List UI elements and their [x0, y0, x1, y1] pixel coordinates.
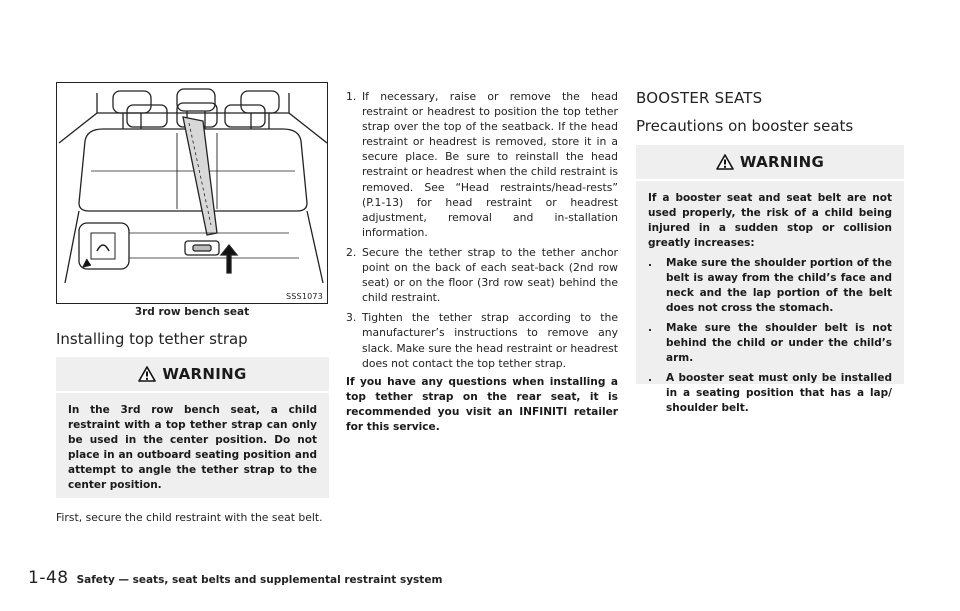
bullet-marker: .: [648, 322, 652, 334]
warning-text: In the 3rd row bench seat, a child restraint with a top tether strap can only be used in the center position. Do not place in an outboard seating position and attempt to angle the tether strap to the center position.: [68, 404, 317, 491]
step-text: Secure the tether strap to the tether anchor point on the back of each seat-back (2nd row seat) or on the floor (3rd row seat) behind the child restraint.: [362, 245, 618, 305]
warning-bullet: [648, 321, 892, 366]
bullet-text: Make sure the shoulder belt is not behind the child or under the child’s arm.: [666, 322, 892, 364]
subheading-precautions: Precautions on booster seats: [636, 117, 854, 135]
step-item: [346, 245, 618, 305]
step-item: [346, 89, 618, 240]
seat-drawing: [57, 83, 328, 304]
warning-bullet-list: [648, 256, 892, 416]
section-heading-install-tether: Installing top tether strap: [56, 330, 248, 348]
page-number: 1-48: [28, 568, 69, 588]
warning-bullet: [648, 371, 892, 416]
warning-header: [56, 357, 329, 393]
bullet-text: Make sure the shoulder portion of the belt is away from the child’s face and neck and the lap portion of the belt does not cross the stomach.: [666, 257, 892, 314]
warning-intro: If a booster seat and seat belt are not used properly, the risk of a child being injured in a sudden stop or collision greatly increases:: [648, 192, 892, 249]
illustration-3rd-row-bench-seat: [56, 82, 328, 304]
warning-header: [636, 145, 904, 181]
warning-box-tether: [56, 357, 329, 498]
bullet-marker: .: [648, 257, 652, 269]
step-number: 1.: [346, 90, 357, 103]
warning-bullet: [648, 256, 892, 316]
warning-triangle-icon: [716, 154, 734, 170]
section-heading-booster-seats: BOOSTER SEATS: [636, 89, 763, 107]
step-text: Tighten the tether strap according to the manufacturer’s instructions to remove any slack. Make sure the head restraint or headrest does not contact the top tether strap.: [362, 311, 618, 370]
warning-content: [636, 181, 904, 416]
step-text: If necessary, raise or remove the head restraint or headrest to position the top tether strap over the top of the seatback. If the head restraint or headrest is removed, store it in a secure place. Be sure to reinstall the head restraint or headrest when the child restraint is removed. See “Head restraints/head-rests” (P.1-13) for head restraint or headrest adjustment, removal and in-stallation information.: [362, 90, 618, 239]
warning-title: WARNING: [162, 365, 247, 383]
figure-code: SSS1073: [286, 292, 323, 301]
warning-triangle-icon: [138, 366, 156, 382]
step-number: 2.: [346, 245, 357, 259]
warning-box-booster: [636, 145, 904, 414]
figure-caption: 3rd row bench seat: [134, 306, 250, 318]
warning-title: WARNING: [739, 153, 825, 171]
page-footer: [28, 568, 442, 588]
paragraph-retailer-advice: If you have any questions when installing a top tether strap on the rear seat, it is recommended you visit an INFINITI retailer for this service.: [346, 376, 618, 433]
step-item: [346, 310, 618, 370]
tether-steps-list: [346, 89, 618, 376]
footer-section-title: Safety — seats, seat belts and supplemental restraint system: [76, 574, 443, 586]
step-number: 3.: [346, 311, 357, 325]
bullet-marker: .: [648, 372, 652, 384]
bullet-text: A booster seat must only be installed in a seating position that has a lap/ shoulder belt.: [666, 372, 892, 414]
paragraph-secure-restraint: First, secure the child restraint with the seat belt.: [56, 511, 323, 524]
